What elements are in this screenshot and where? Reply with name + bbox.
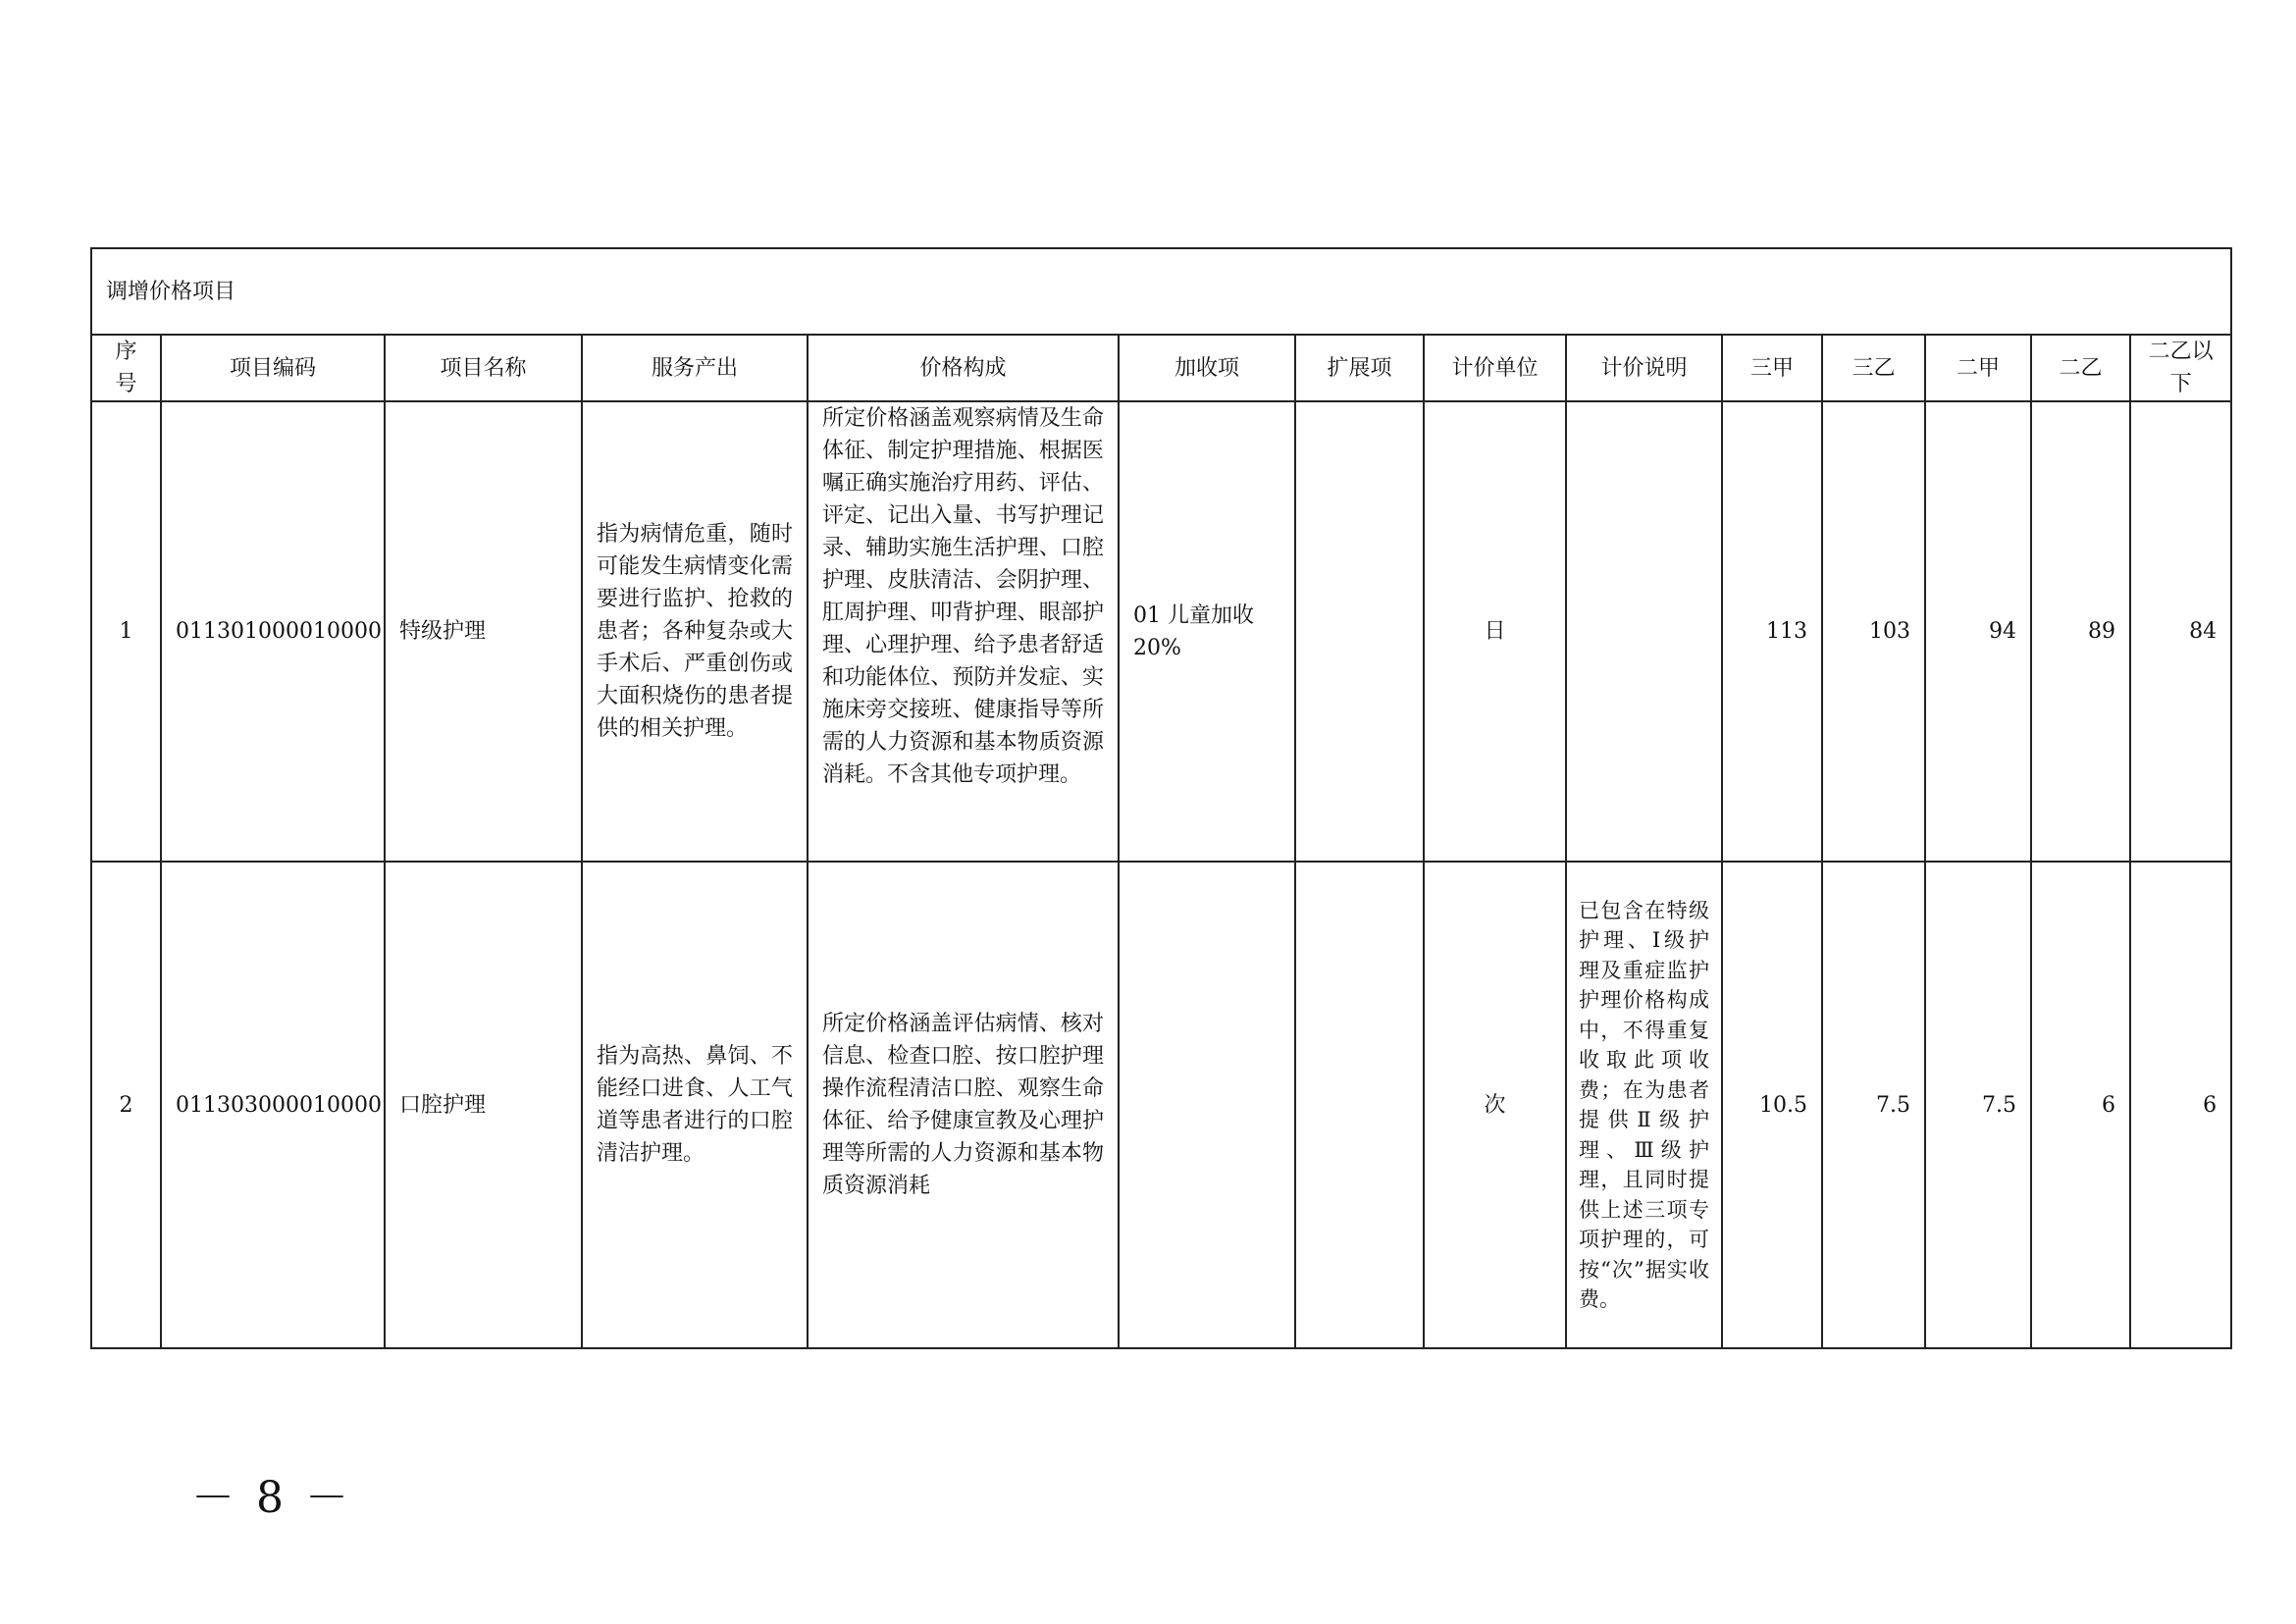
cell-code: 011303000010000: [161, 862, 385, 1348]
cell-surcharge: 01 儿童加收20%: [1119, 401, 1295, 862]
cell-surcharge: [1119, 862, 1295, 1348]
cell-price-2b: 6: [2031, 862, 2130, 1348]
table-row: [91, 862, 2231, 1348]
table-header-row: [91, 335, 2231, 401]
cell-price-2a: 7.5: [1925, 862, 2031, 1348]
cell-output: 指为病情危重，随时可能发生病情变化需要进行监护、抢救的患者；各种复杂或大手术后、严重创伤或大面积烧伤的患者提供的相关护理。: [582, 401, 808, 862]
header-no: 序号: [91, 335, 161, 401]
header-output: 服务产出: [582, 335, 808, 401]
header-extension: 扩展项: [1295, 335, 1424, 401]
cell-note: [1566, 401, 1722, 862]
price-adjustment-table: [90, 247, 2232, 1349]
table-caption-row: [91, 248, 2231, 335]
header-composition: 价格构成: [808, 335, 1119, 401]
cell-unit: 日: [1424, 401, 1566, 862]
cell-price-3b: 103: [1822, 401, 1925, 862]
cell-output: 指为高热、鼻饲、不能经口进食、人工气道等患者进行的口腔清洁护理。: [582, 862, 808, 1348]
cell-price-3b: 7.5: [1822, 862, 1925, 1348]
cell-unit: 次: [1424, 862, 1566, 1348]
cell-no: 2: [91, 862, 161, 1348]
cell-name: 口腔护理: [385, 862, 582, 1348]
cell-composition: 所定价格涵盖观察病情及生命体征、制定护理措施、根据医嘱正确实施治疗用药、评估、评定、记出入量、书写护理记录、辅助实施生活护理、口腔护理、皮肤清洁、会阴护理、肛周护理、叩背护理、眼部护理、心理护理、给予患者舒适和功能体位、预防并发症、实施床旁交接班、健康指导等所需的人力资源和基本物质资源消耗。不含其他专项护理。: [808, 401, 1119, 862]
cell-price-3a: 113: [1722, 401, 1822, 862]
cell-extension: [1295, 401, 1424, 862]
table-caption: 调增价格项目: [91, 248, 2231, 335]
page-number: － 8 －: [191, 1473, 352, 1523]
header-tier-below-2b: 二乙以下: [2130, 335, 2231, 401]
cell-note: 已包含在特级护理、Ⅰ级护理及重症监护护理价格构成中，不得重复收取此项收费；在为患者提供Ⅱ级护理、Ⅲ级护理，且同时提供上述三项专项护理的，可按“次”据实收费。: [1566, 862, 1722, 1348]
cell-code: 011301000010000: [161, 401, 385, 862]
table-row: [91, 401, 2231, 862]
header-tier-2b: 二乙: [2031, 335, 2130, 401]
header-surcharge: 加收项: [1119, 335, 1295, 401]
cell-price-below-2b: 84: [2130, 401, 2231, 862]
cell-price-3a: 10.5: [1722, 862, 1822, 1348]
header-name: 项目名称: [385, 335, 582, 401]
cell-extension: [1295, 862, 1424, 1348]
cell-price-below-2b: 6: [2130, 862, 2231, 1348]
cell-composition: 所定价格涵盖评估病情、核对信息、检查口腔、按口腔护理操作流程清洁口腔、观察生命体征、给予健康宣教及心理护理等所需的人力资源和基本物质资源消耗: [808, 862, 1119, 1348]
cell-no: 1: [91, 401, 161, 862]
cell-name: 特级护理: [385, 401, 582, 862]
header-unit: 计价单位: [1424, 335, 1566, 401]
header-tier-3a: 三甲: [1722, 335, 1822, 401]
header-note: 计价说明: [1566, 335, 1722, 401]
header-tier-3b: 三乙: [1822, 335, 1925, 401]
cell-price-2b: 89: [2031, 401, 2130, 862]
header-tier-2a: 二甲: [1925, 335, 2031, 401]
header-code: 项目编码: [161, 335, 385, 401]
cell-price-2a: 94: [1925, 401, 2031, 862]
